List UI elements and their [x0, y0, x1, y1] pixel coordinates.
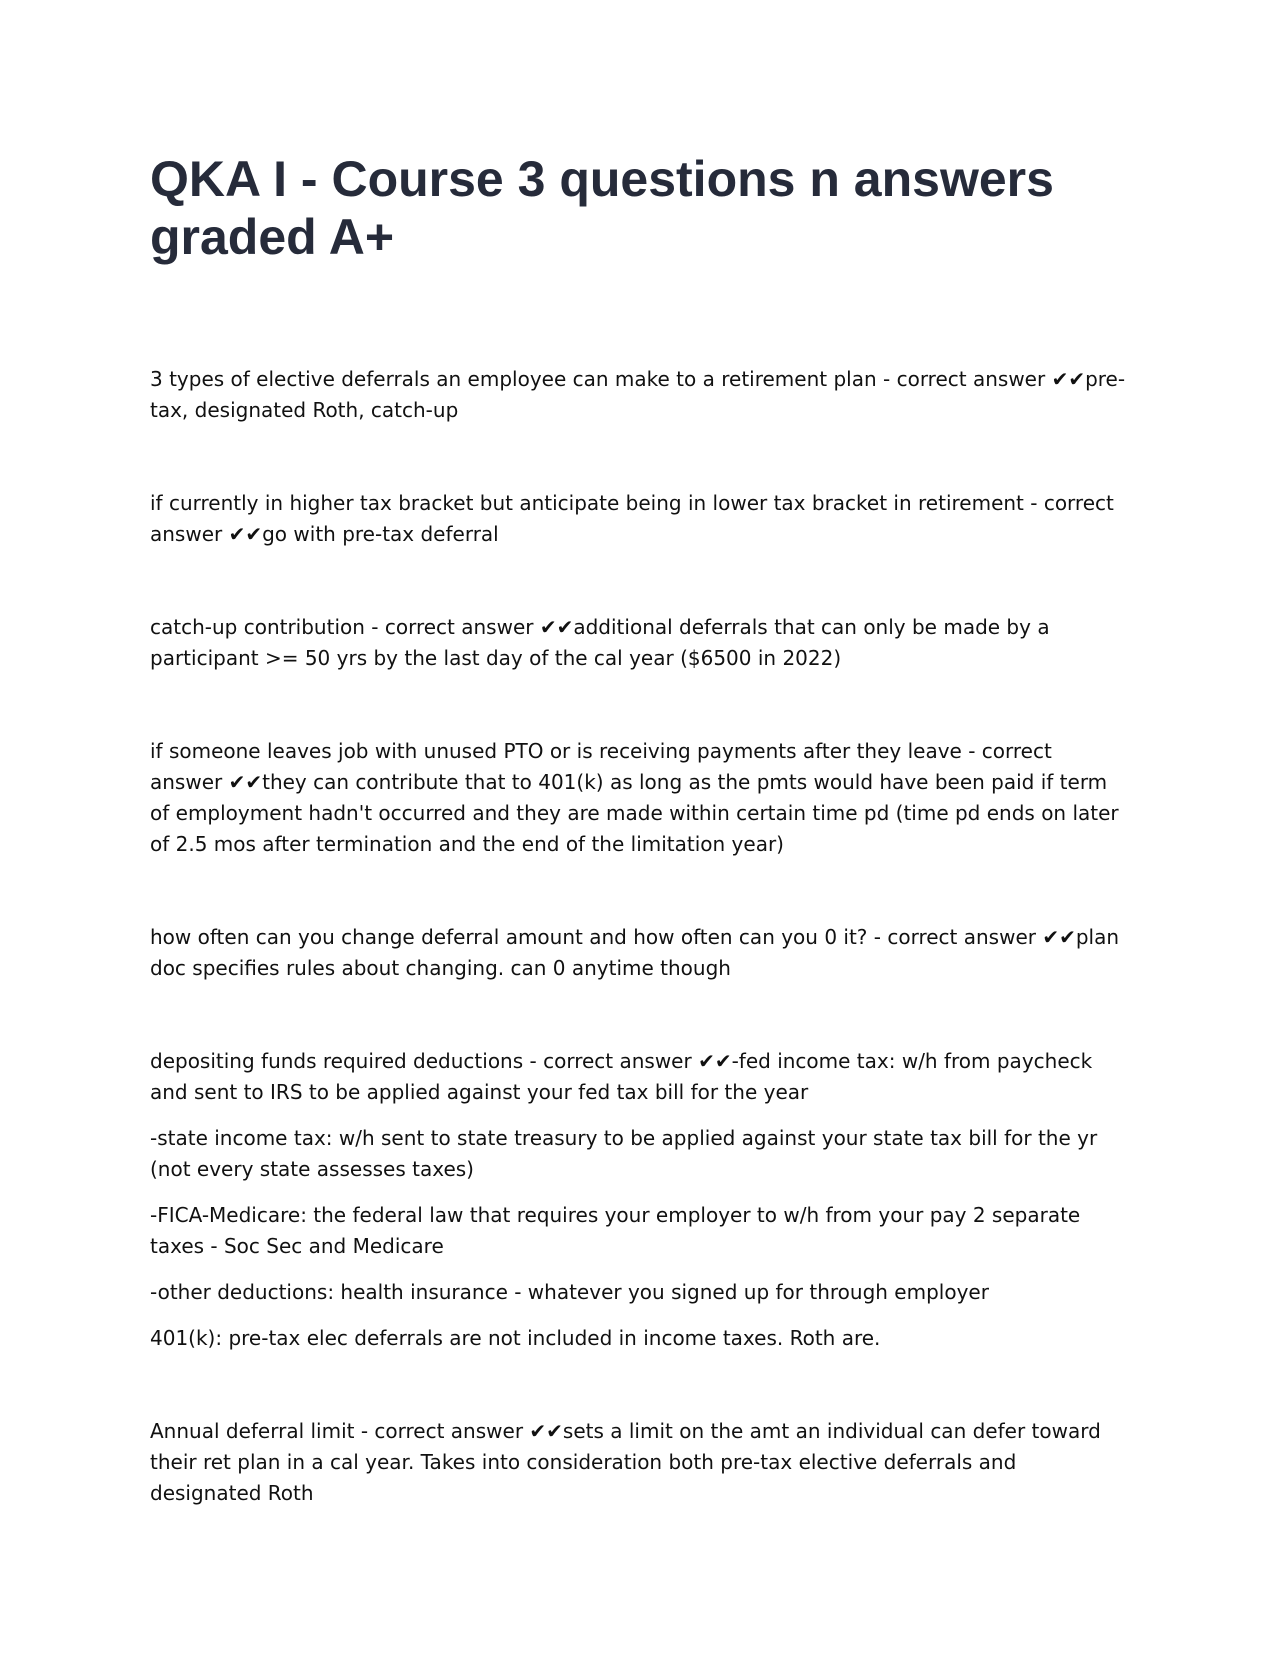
qa-paragraph: how often can you change deferral amount and how often can you 0 it? - correct answer ✔✔plan doc specifies rules about changing. can 0 anytime though — [150, 925, 1120, 980]
qa-paragraph: if currently in higher tax bracket but anticipate being in lower tax bracket in retirement - correct answer ✔✔go with pre-tax deferral — [150, 491, 1114, 546]
qa-paragraph: -state income tax: w/h sent to state treasury to be applied against your state tax bill for the yr (not every state assesses taxes) — [150, 1126, 1098, 1181]
qa-paragraph: catch-up contribution - correct answer ✔✔additional deferrals that can only be made by a participant >= 50 yrs by the last day of the cal year ($6500 in 2022) — [150, 615, 1050, 670]
document-page — [150, 0, 1130, 1509]
qa-item — [150, 1416, 1130, 1509]
qa-paragraph: 401(k): pre-tax elec deferrals are not included in income taxes. Roth are. — [150, 1326, 881, 1350]
qa-item — [150, 1046, 1130, 1354]
document-title: QKA I - Course 3 questions n answers graded A+ — [150, 151, 1054, 265]
qa-list — [150, 364, 1130, 1509]
qa-item — [150, 488, 1130, 550]
qa-item — [150, 364, 1130, 426]
qa-paragraph: 3 types of elective deferrals an employee can make to a retirement plan - correct answer ✔✔pre-tax, designated Roth, catch-up — [150, 367, 1126, 422]
qa-paragraph: Annual deferral limit - correct answer ✔✔sets a limit on the amt an individual can defer toward their ret plan in a cal year. Takes into consideration both pre-tax elective deferrals and designated Roth — [150, 1419, 1101, 1505]
qa-item — [150, 612, 1130, 674]
qa-paragraph: -other deductions: health insurance - whatever you signed up for through employer — [150, 1280, 989, 1304]
qa-item — [150, 736, 1130, 860]
qa-item — [150, 922, 1130, 984]
qa-paragraph: -FICA-Medicare: the federal law that requires your employer to w/h from your pay 2 separate taxes - Soc Sec and Medicare — [150, 1203, 1081, 1258]
qa-paragraph: depositing funds required deductions - correct answer ✔✔-fed income tax: w/h from paycheck and sent to IRS to be applied against your fed tax bill for the year — [150, 1049, 1093, 1104]
qa-paragraph: if someone leaves job with unused PTO or is receiving payments after they leave - correct answer ✔✔they can contribute that to 401(k) as long as the pmts would have been paid if term of employment hadn't occurred and they are made within certain time pd (time pd ends on later of 2.5 mos after termination and the end of the limitation year) — [150, 739, 1119, 856]
